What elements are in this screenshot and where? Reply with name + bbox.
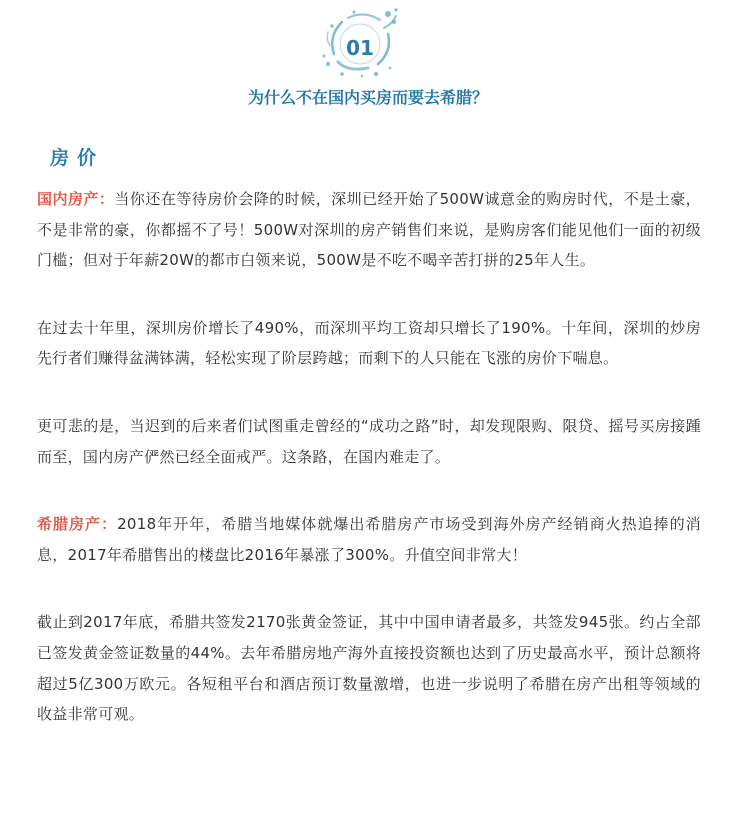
paragraph-label: 希腊房产： <box>37 515 118 534</box>
paragraph-shenzhen-growth <box>37 313 701 374</box>
article-body <box>37 184 701 730</box>
paragraph-text: 截止到2017年底，希腊共签发2170张黄金签证，其中中国申请者最多，共签发945张。约占全部已签发黄金签证数量的44%。去年希腊房地产海外直接投资额也达到了历史最高水平，预计总额将超过5亿300万欧元。各短租平台和酒店预订数量激增，也进一步说明了希腊在房产出租等领域的收益非常可观。 <box>37 613 701 724</box>
section-title: 房价 <box>50 147 105 169</box>
badge-number: 01 <box>346 36 374 60</box>
paragraph-text: 当你还在等待房价会降的时候，深圳已经开始了500W诚意金的购房时代，不是土豪，不是非常的豪，你都摇不了号！500W对深圳的房产销售们来说，是购房客们能见他们一面的初级门槛；但对于年薪20W的都市白领来说，500W是不吃不喝辛苦打拼的25年人生。 <box>37 190 701 270</box>
paragraph-golden-visa <box>37 607 701 729</box>
paragraph-label: 国内房产： <box>37 190 115 208</box>
section-header <box>18 143 704 173</box>
paragraph-restrictions <box>37 411 701 472</box>
stripe-divider <box>18 147 704 169</box>
paragraph-text: 在过去十年里，深圳房价增长了490%，而深圳平均工资却只增长了190%。十年间，深圳的炒房先行者们赚得盆满钵满，轻松实现了阶层跨越；而剩下的人只能在飞涨的房价下喘息。 <box>37 318 701 368</box>
paragraph-text: 2018年开年，希腊当地媒体就爆出希腊房产市场受到海外房产经销商火热追捧的消息，2017年希腊售出的楼盘比2016年暴涨了300%。升值空间非常大！ <box>37 515 701 564</box>
section-number-badge <box>318 6 402 80</box>
paragraph-text: 更可悲的是，当迟到的后来者们试图重走曾经的“成功之路”时，却发现限购、限贷、摇号买房接踵而至，国内房产俨然已经全面戒严。这条路，在国内难走了。 <box>37 416 701 466</box>
paragraph-domestic-housing <box>37 184 701 276</box>
question-title: 为什么不在国内买房而要去希腊？ <box>247 88 488 107</box>
paragraph-greece-housing <box>37 509 701 570</box>
